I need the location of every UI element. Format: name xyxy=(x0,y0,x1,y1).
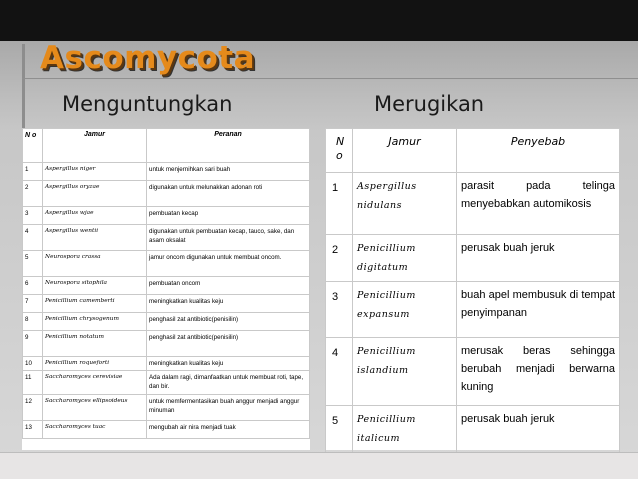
fungus-name: Penicillium islandium xyxy=(353,338,457,406)
table-row xyxy=(23,395,310,421)
fungus-name: Neurospora crassa xyxy=(43,251,147,277)
row-number: 1 xyxy=(326,173,353,235)
role-text: penghasil zat antibiotic(penisilin) xyxy=(147,331,310,357)
row-number: 5 xyxy=(326,406,353,454)
fungus-name: Saccharomyces cerevisiae xyxy=(43,371,147,395)
row-number: 4 xyxy=(23,225,43,251)
column-header-peranan: Peranan xyxy=(147,129,310,163)
row-number: 2 xyxy=(23,181,43,207)
fungus-name: Aspergillus nidulans xyxy=(353,173,457,235)
role-text: digunakan untuk melunakkan adonan roti xyxy=(147,181,310,207)
row-number: 12 xyxy=(23,395,43,421)
fungus-name: Penicillium roqueforti xyxy=(43,357,147,371)
cause-text: parasit pada telinga menyebabkan automikosis xyxy=(457,173,620,235)
bottom-frame xyxy=(0,452,638,479)
frame-divider-line xyxy=(22,78,638,79)
table-header-row xyxy=(326,129,620,173)
beneficial-fungi-table xyxy=(22,128,310,439)
column-header-jamur: Jamur xyxy=(43,129,147,163)
fungus-name: Saccharomyces tuac xyxy=(43,421,147,439)
role-text: pembuatan oncom xyxy=(147,277,310,295)
cause-text: perusak buah jeruk xyxy=(457,235,620,282)
role-text: meningkatkan kualitas keju xyxy=(147,357,310,371)
table-row xyxy=(326,235,620,282)
role-text: meningkatkan kualitas keju xyxy=(147,295,310,313)
beneficial-table-panel xyxy=(22,128,310,450)
role-text: digunakan untuk pembuatan kecap, tauco, sake, dan asam oksalat xyxy=(147,225,310,251)
table-row xyxy=(23,331,310,357)
table-row xyxy=(23,371,310,395)
cause-text: buah apel membusuk di tempat penyimpanan xyxy=(457,282,620,338)
fungus-name: Neurospora sitophila xyxy=(43,277,147,295)
fungus-name: Saccharomyces ellipsoideus xyxy=(43,395,147,421)
fungus-name: Aspergillus wjae xyxy=(43,207,147,225)
row-number: 2 xyxy=(326,235,353,282)
table-row xyxy=(326,282,620,338)
row-number: 3 xyxy=(23,207,43,225)
row-number: 13 xyxy=(23,421,43,439)
fungus-name: Aspergillus niger xyxy=(43,163,147,181)
table-row xyxy=(326,406,620,454)
table-row xyxy=(326,338,620,406)
column-header-jamur: Jamur xyxy=(353,129,457,173)
table-header-row xyxy=(23,129,310,163)
column-header-penyebab: Penyebab xyxy=(457,129,620,173)
table-row xyxy=(23,181,310,207)
table-row xyxy=(23,421,310,439)
row-number: 10 xyxy=(23,357,43,371)
row-number: 3 xyxy=(326,282,353,338)
column-header-no: N o xyxy=(23,129,43,163)
top-bar xyxy=(0,0,638,41)
role-text: Ada dalam ragi, dimanfaatkan untuk membuat roti, tape, dan bir. xyxy=(147,371,310,395)
role-text: untuk menjernihkan sari buah xyxy=(147,163,310,181)
fungus-name: Aspergillus wentii xyxy=(43,225,147,251)
table-row xyxy=(23,163,310,181)
table-row xyxy=(23,313,310,331)
table-row xyxy=(23,225,310,251)
harmful-fungi-table xyxy=(325,128,620,454)
fungus-name: Penicillium chrysogenum xyxy=(43,313,147,331)
row-number: 11 xyxy=(23,371,43,395)
slide-title: Ascomycota xyxy=(40,40,256,76)
fungus-name: Aspergillus oryzae xyxy=(43,181,147,207)
fungus-name: Penicillium expansum xyxy=(353,282,457,338)
role-text: pembuatan kecap xyxy=(147,207,310,225)
fungus-name: Penicillium digitatum xyxy=(353,235,457,282)
cause-text: merusak beras sehingga berubah menjadi berwarna kuning xyxy=(457,338,620,406)
row-number: 8 xyxy=(23,313,43,331)
table-row xyxy=(23,207,310,225)
role-text: penghasil zat antibiotic(penisilin) xyxy=(147,313,310,331)
role-text: mengubah air nira menjadi tuak xyxy=(147,421,310,439)
table-row xyxy=(326,173,620,235)
table-row xyxy=(23,251,310,277)
row-number: 6 xyxy=(23,277,43,295)
table-row xyxy=(23,277,310,295)
left-section-heading: Menguntungkan xyxy=(62,92,233,116)
role-text: untuk memfermentasikan buah anggur menjadi anggur minuman xyxy=(147,395,310,421)
cause-text: perusak buah jeruk xyxy=(457,406,620,454)
fungus-name: Penicillium notatum xyxy=(43,331,147,357)
harmful-table-panel xyxy=(325,128,620,450)
role-text: jamur oncom digunakan untuk membuat oncom. xyxy=(147,251,310,277)
frame-left-border xyxy=(22,44,25,130)
row-number: 4 xyxy=(326,338,353,406)
table-row xyxy=(23,295,310,313)
row-number: 7 xyxy=(23,295,43,313)
row-number: 1 xyxy=(23,163,43,181)
row-number: 5 xyxy=(23,251,43,277)
row-number: 9 xyxy=(23,331,43,357)
table-row xyxy=(23,357,310,371)
fungus-name: Penicillium camemberti xyxy=(43,295,147,313)
column-header-no: N o xyxy=(326,129,353,173)
right-section-heading: Merugikan xyxy=(374,92,485,116)
fungus-name: Penicillium italicum xyxy=(353,406,457,454)
